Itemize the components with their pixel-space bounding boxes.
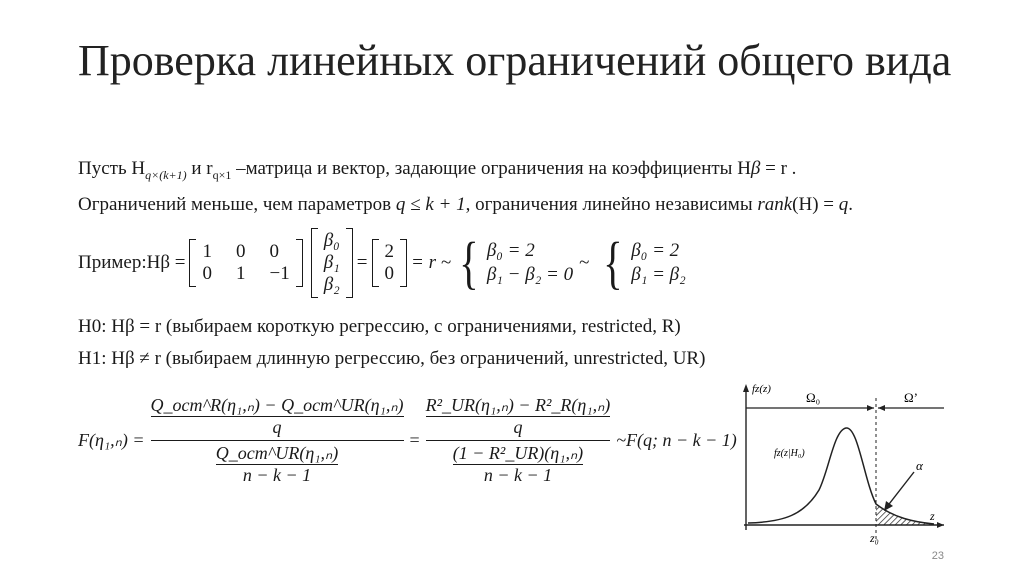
equals-sign: = (409, 430, 420, 450)
arrow-head-icon (878, 405, 885, 411)
denominator-top: (1 − R²_UR)(η₁,ₙ) (452, 443, 584, 463)
numerator-top: Q_ост^R(η₁,ₙ) − Q_ост^UR(η₁,ₙ) (150, 395, 404, 415)
text-segment: , ограничения линейно независимы (465, 194, 758, 215)
text-segment: Пусть H (78, 158, 146, 179)
y-label: fz(z) (752, 383, 771, 395)
system-1 (455, 230, 574, 295)
arrow-head-icon (867, 405, 874, 411)
omega1-label: Ω’ (904, 390, 918, 405)
x-axis-arrow-icon (937, 522, 944, 528)
beta-vector (311, 228, 353, 298)
text-segment: (H) = (792, 194, 839, 215)
subscript: q×1 (212, 168, 232, 182)
formula-lhs: F(η₁,ₙ) = (78, 430, 145, 450)
f-statistic-formula (78, 395, 737, 486)
vector-cell: β₁ (323, 252, 340, 273)
denominator-bottom: n − k − 1 (483, 465, 553, 485)
right-bracket (296, 239, 303, 287)
denominator-top: Q_ост^UR(η₁,ₙ) (215, 443, 339, 463)
condition-line (78, 194, 853, 216)
z0-label: z₀ (870, 531, 879, 545)
system-row: β₀ = 2 (631, 240, 680, 261)
matrix-cell: 0 (235, 241, 246, 262)
rhs-vector (372, 239, 408, 287)
density-graph (734, 380, 954, 550)
beta-symbol: β (750, 158, 761, 179)
vector-cell: 2 (384, 241, 394, 262)
matrix-body (196, 239, 295, 287)
matrix-cell: 0 (269, 241, 279, 262)
subscript: q×(k+1) (145, 168, 187, 182)
right-bracket (400, 239, 407, 287)
numerator (426, 395, 611, 438)
matrix-cell: −1 (269, 263, 290, 284)
curly-brace: { (603, 230, 624, 295)
matrix-cell: 1 (202, 241, 212, 262)
numerator-top: R²_UR(η₁,ₙ) − R²_R(η₁,ₙ) (425, 395, 611, 415)
right-bracket (346, 228, 353, 298)
arrow-head-icon (884, 501, 893, 511)
numerator-bottom: q (272, 417, 282, 437)
tilde: ~ (579, 252, 590, 273)
definition-line (78, 158, 796, 180)
curve-label: fz(z|H₀) (774, 448, 805, 459)
system-2 (599, 230, 686, 295)
text-segment: = r . (760, 158, 797, 179)
rank-word: rank (757, 194, 793, 215)
fraction-q (151, 395, 404, 486)
numerator (151, 395, 404, 438)
vector-body (379, 239, 401, 287)
numerator-bottom: q (513, 417, 523, 437)
inequality: q ≤ k + 1 (395, 194, 466, 215)
system-row: β₁ − β₂ = 0 (486, 264, 574, 285)
text-segment: Ограничений меньше, чем параметров (78, 194, 396, 215)
left-bracket (372, 239, 379, 287)
example-equation (78, 220, 686, 306)
page-number: 23 (931, 550, 944, 562)
alpha-region (876, 504, 934, 525)
matrix-cell: 0 (202, 263, 212, 284)
denominator (216, 443, 338, 486)
vector-cell: 0 (384, 263, 394, 284)
system-row: β₀ = 2 (486, 240, 535, 261)
y-axis-arrow-icon (743, 384, 749, 392)
vector-cell: β₂ (323, 274, 340, 295)
alternative-hypothesis: H1: Hβ ≠ r (выбираем длинную регрессию, без ограничений, unrestricted, UR) (78, 348, 706, 369)
system-rows (487, 239, 573, 287)
equals-sign: = (356, 252, 368, 273)
alpha-label: α (916, 458, 923, 473)
main-fraction-bar (151, 440, 404, 441)
matrix-cell: 1 (235, 263, 246, 284)
example-label: Пример:Hβ = (78, 252, 186, 273)
vector-body (318, 228, 346, 298)
left-bracket (311, 228, 318, 298)
matrix-row (202, 263, 289, 285)
text-segment: . (848, 194, 854, 215)
denominator (453, 443, 583, 486)
slide-title: Проверка линейных ограничений общего вида (78, 36, 952, 85)
fraction-r2 (426, 395, 611, 486)
h-matrix (189, 239, 302, 287)
equals-r: = r ~ (411, 252, 451, 273)
system-rows (631, 239, 685, 287)
x-label: z (930, 509, 935, 523)
null-hypothesis: H0: Hβ = r (выбираем короткую регрессию, с ограничениями, restricted, R) (78, 316, 681, 337)
matrix-row (202, 241, 289, 263)
density-curve (748, 428, 934, 524)
alpha-pointer (886, 472, 914, 508)
main-fraction-bar (426, 440, 611, 441)
omega0-label: Ω₀ (806, 390, 821, 405)
denominator-bottom: n − k − 1 (242, 465, 312, 485)
vector-cell: β₀ (323, 230, 340, 251)
left-bracket (189, 239, 196, 287)
distribution-tail: ~F(q; n − k − 1) (616, 430, 737, 450)
text-segment: и r (186, 158, 213, 179)
curly-brace: { (459, 230, 479, 295)
q-symbol: q (838, 194, 849, 215)
system-row: β₁ = β₂ (631, 264, 686, 285)
text-segment: –матрица и вектор, задающие ограничения на коэффициенты H (231, 158, 751, 179)
